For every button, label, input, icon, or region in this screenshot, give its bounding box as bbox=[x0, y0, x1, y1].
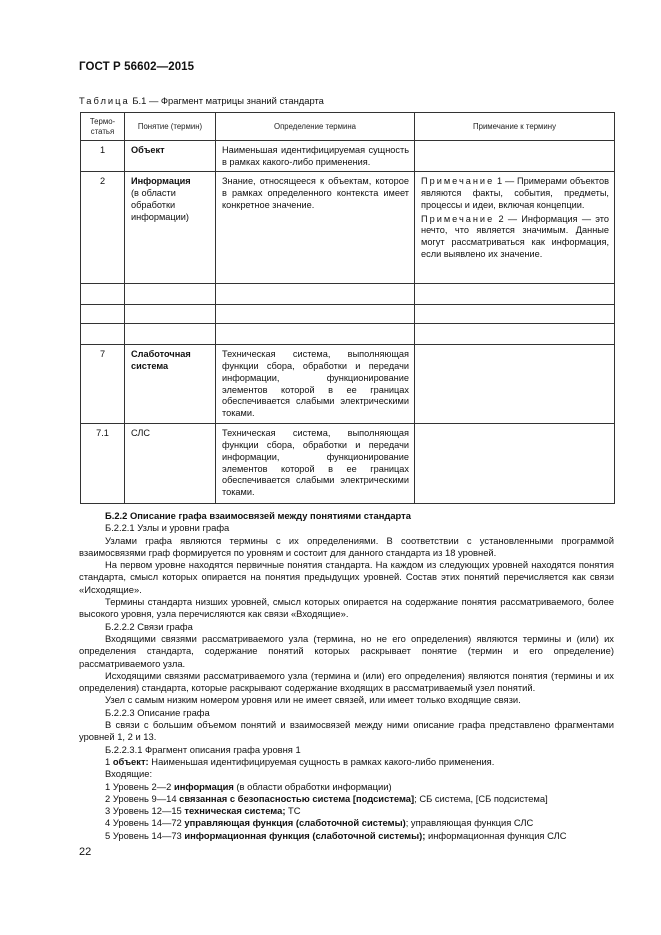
table-caption-text: Б.1 — Фрагмент матрицы знаний стандарта bbox=[129, 95, 324, 106]
note-cell bbox=[415, 424, 615, 504]
paragraph: В связи с большим объемом понятий и взаимосвязей между ними описание графа представлено фрагментами уровней 1, 2 и 13. bbox=[79, 719, 614, 743]
incoming-label: Входящие: bbox=[105, 768, 153, 780]
note-text: 1 — Примерами объектов являются факты, события, предметы, процессы и идеи, включая концепции. bbox=[421, 176, 609, 210]
paragraph: Входящими связями рассматриваемого узла (термина, но не его определения) являются термины и (или) их определения стандарта, содержание понятий которых раскрывает понятие (термин и его определение) рассматриваемого узла. bbox=[79, 632, 614, 669]
paragraph: Исходящими связями рассматриваемого узла (термина и (или) его определения) являются понятия (термины и их определения) стандарта, которые раскрывают содержание входящих в рассматриваемый узел понятий. bbox=[79, 669, 614, 694]
term-cell bbox=[125, 141, 216, 172]
level-item bbox=[79, 781, 614, 793]
note-2 bbox=[421, 214, 609, 261]
table-header-row bbox=[81, 113, 615, 141]
table-row-empty bbox=[81, 284, 615, 305]
table-row bbox=[81, 172, 615, 284]
definition-cell: Знание, относящееся к объектам, которое в рамках определенного контекста имеет конкретное значение. bbox=[216, 172, 415, 284]
table-row bbox=[81, 424, 615, 504]
article-number: 2 bbox=[81, 172, 125, 284]
table-row-empty bbox=[81, 305, 615, 324]
table-row-empty bbox=[81, 324, 615, 345]
knowledge-matrix-table bbox=[80, 112, 615, 504]
level-suffix: ; СБ система, [СБ подсистема] bbox=[414, 792, 548, 804]
document-header: ГОСТ Р 56602—2015 bbox=[79, 61, 195, 73]
level-suffix: информационная функция СЛС bbox=[425, 829, 567, 841]
definition-cell: Техническая система, выполняющая функции сбора, обработки и передачи информации, функционирование элементов которой в ее границах обеспечивается слабыми электрическими токами. bbox=[216, 424, 415, 504]
level-prefix: 5 Уровень 14—73 bbox=[105, 829, 185, 841]
object-number: 1 bbox=[105, 755, 113, 767]
column-header-note: Примечание к термину bbox=[415, 113, 615, 141]
paragraph: Термины стандарта низших уровней, смысл которых опирается на содержание понятия рассматриваемого, более высокого уровня, узла перечисляются как связи «Входящие». bbox=[79, 596, 614, 620]
level-term: техническая система; bbox=[184, 805, 286, 817]
note-text: 2 — Информация — это нечто, что является значимым. Данные могут рассматриваться как информация, если выявлено их значение. bbox=[421, 213, 609, 259]
article-number: 7.1 bbox=[81, 424, 125, 504]
object-text: Наименьшая идентифицируемая сущность в рамках какого-либо применения. bbox=[148, 755, 495, 767]
table-row bbox=[81, 141, 615, 172]
term-cell bbox=[125, 345, 216, 424]
column-header-definition: Определение термина bbox=[216, 113, 415, 141]
level-prefix: 2 Уровень 9—14 bbox=[105, 792, 180, 804]
level-term: информационная функция (слаботочной системы); bbox=[184, 829, 426, 841]
term-abbreviation: СЛС bbox=[131, 428, 150, 439]
object-term: объект: bbox=[112, 755, 149, 767]
term-name: Слаботочная система bbox=[131, 349, 191, 372]
section-heading-b223: Б.2.2.3 Описание графа bbox=[105, 706, 210, 718]
term-name: Информация bbox=[131, 176, 191, 187]
section-heading-b222: Б.2.2.2 Связи графа bbox=[105, 620, 193, 632]
level-suffix: ТС bbox=[285, 805, 301, 817]
table-caption-prefix: Таблица bbox=[79, 95, 130, 106]
level-suffix: ; управляющая функция СЛС bbox=[405, 817, 534, 829]
level-item bbox=[79, 793, 614, 805]
note-cell bbox=[415, 141, 615, 172]
term-cell bbox=[125, 424, 216, 504]
level-term: связанная с безопасностью система [подсистема] bbox=[179, 792, 415, 804]
level-term: управляющая функция (слаботочной системы) bbox=[184, 817, 406, 829]
note-cell bbox=[415, 345, 615, 424]
article-number: 1 bbox=[81, 141, 125, 172]
level-item bbox=[79, 830, 614, 842]
note-cell bbox=[415, 172, 615, 284]
note-1 bbox=[421, 176, 609, 211]
page-number: 22 bbox=[79, 846, 92, 858]
note-label: Примечание bbox=[421, 176, 495, 187]
definition-cell: Наименьшая идентифицируемая сущность в рамках какого-либо применения. bbox=[216, 141, 415, 172]
level-term: информация bbox=[173, 780, 234, 792]
body-text bbox=[79, 510, 614, 842]
paragraph: Узел с самым низким номером уровня или не имеет связей, или имеет только входящие связи. bbox=[105, 694, 521, 706]
object-definition bbox=[79, 756, 614, 768]
column-header-article: Термо- статья bbox=[81, 113, 125, 141]
term-qualifier: (в области обработки информации) bbox=[131, 188, 189, 222]
table-row bbox=[81, 345, 615, 424]
level-prefix: 3 Уровень 12—15 bbox=[105, 805, 185, 817]
article-number: 7 bbox=[81, 345, 125, 424]
table-caption bbox=[79, 95, 324, 106]
note-label: Примечание bbox=[421, 213, 495, 224]
level-item bbox=[79, 805, 614, 817]
level-item bbox=[79, 817, 614, 829]
paragraph: Узлами графа являются термины с их определениями. В соответствии с установленными программой взаимосвязями граф формируется по уровням и состоит для данного стандарта из 18 уровней. bbox=[79, 534, 614, 558]
section-heading-b22: Б.2.2 Описание графа взаимосвязей между понятиями стандарта bbox=[105, 510, 411, 521]
level-prefix: 4 Уровень 14—72 bbox=[105, 817, 185, 829]
paragraph: На первом уровне находятся первичные понятия стандарта. На каждом из следующих уровней находятся понятия стандарта, смысл которых опирается на понятия предыдущих уровней. Состав этих понятий перечисляется как связи «Исходящие». bbox=[79, 559, 614, 595]
level-prefix: 1 Уровень 2—2 bbox=[105, 780, 174, 792]
definition-cell: Техническая система, выполняющая функции сбора, обработки и передачи информации, функционирование элементов которой в ее границах обеспечивается слабыми электрическими токами. bbox=[216, 345, 415, 424]
section-heading-b2231: Б.2.2.3.1 Фрагмент описания графа уровня 1 bbox=[105, 743, 301, 755]
term-name: Объект bbox=[131, 145, 165, 155]
level-suffix: (в области обработки информации) bbox=[233, 780, 392, 792]
column-header-term: Понятие (термин) bbox=[125, 113, 216, 141]
section-heading-b221: Б.2.2.1 Узлы и уровни графа bbox=[105, 522, 230, 534]
term-cell bbox=[125, 172, 216, 284]
